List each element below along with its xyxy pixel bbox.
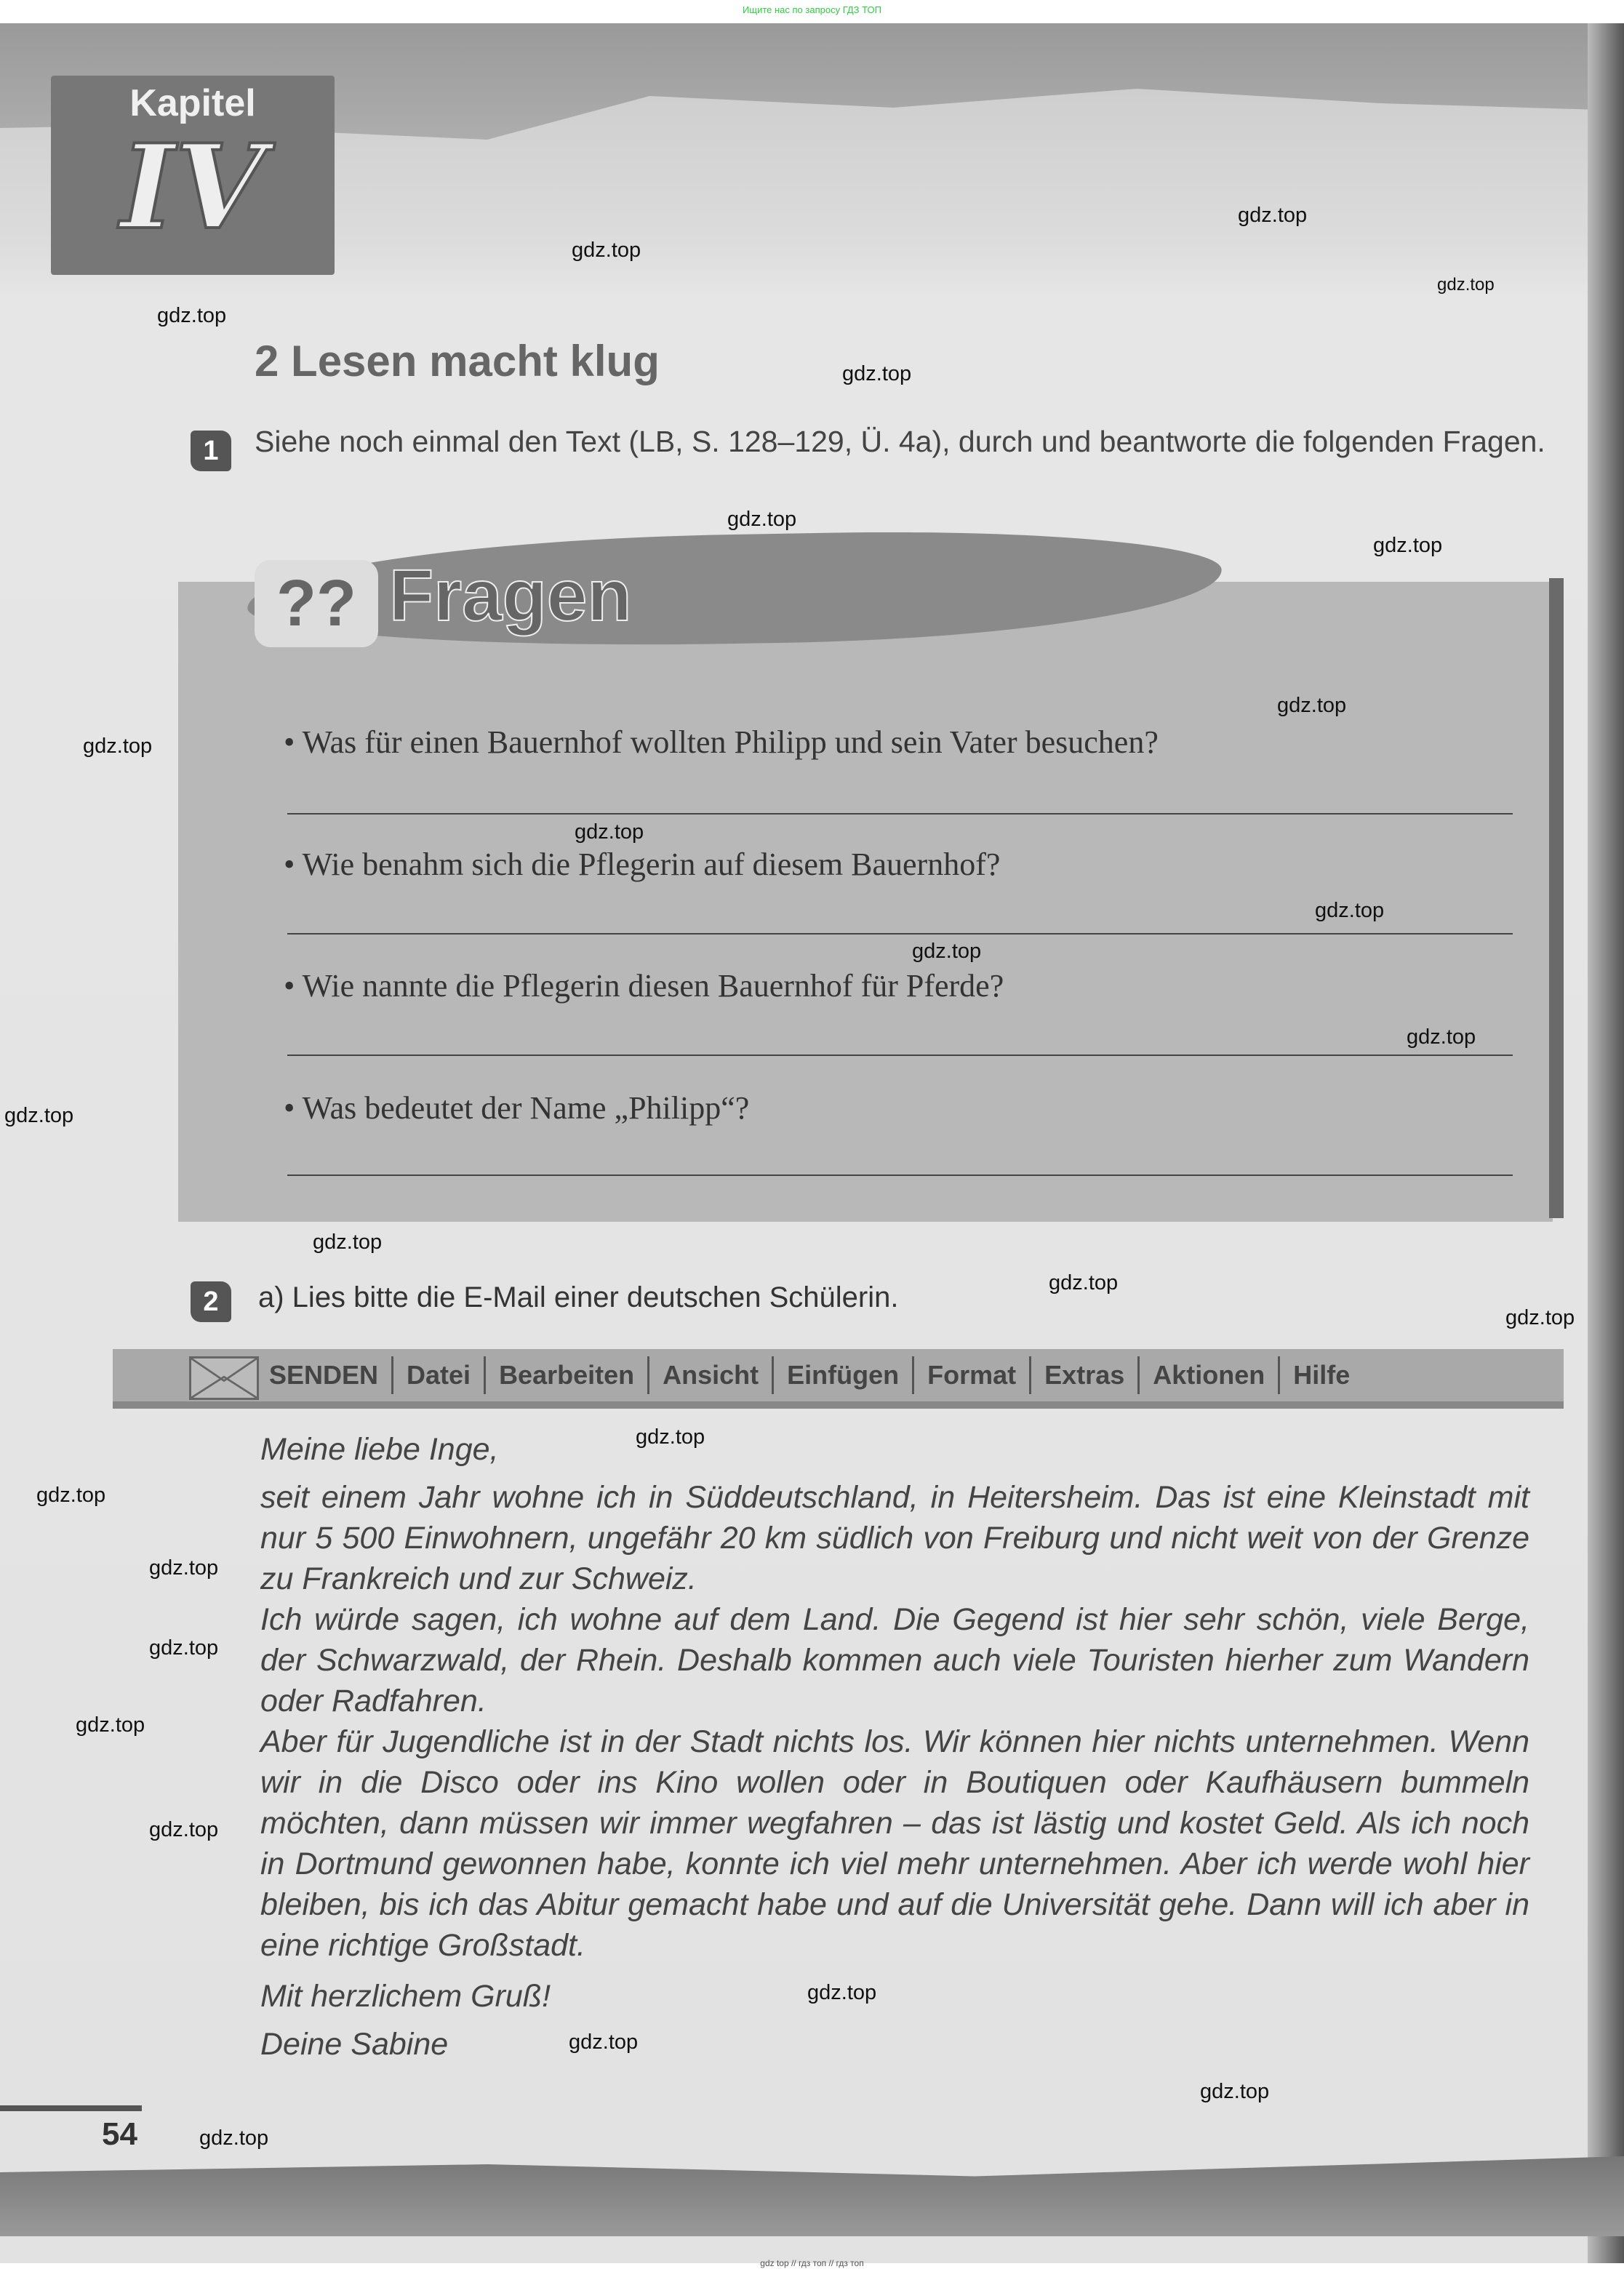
toolbar-aktionen[interactable]: Aktionen [1140, 1356, 1280, 1394]
page-number-rule [0, 2105, 142, 2111]
watermark: gdz.top [912, 940, 982, 963]
top-banner: Ищите нас по запросу ГДЗ ТОП [0, 0, 1624, 23]
watermark: gdz.top [149, 1556, 219, 1580]
watermark: gdz.top [83, 735, 153, 758]
footer-text: gdz top // гдз топ // гдз топ [760, 2258, 864, 2268]
watermark: gdz.top [149, 1818, 219, 1841]
watermark: gdz.top [1200, 2080, 1270, 2103]
question-2: • Wie benahm sich die Pflegerin auf diesem Bauernhof? [284, 847, 1001, 882]
toolbar-format[interactable]: Format [914, 1356, 1031, 1394]
watermark: gdz.top [36, 1484, 106, 1507]
email-paragraph: Ich würde sagen, ich wohne auf dem Land. Die Gegend ist hier sehr schön, viele Berge, der Schwarzwald, der Rhein. Deshalb kommen auch viele Touristen hierher zum Wandern oder Radfahren. [260, 1602, 1529, 1718]
question-4: • Was bedeutet der Name „Philipp“? [284, 1090, 750, 1126]
email-signature: Deine Sabine [260, 2027, 449, 2062]
page-number: 54 [102, 2116, 137, 2152]
toolbar-hilfe[interactable]: Hilfe [1293, 1360, 1351, 1390]
watermark: gdz.top [1505, 1306, 1575, 1329]
watermark: gdz.top [727, 508, 797, 531]
exercise-2-text: a) Lies bitte die E-Mail einer deutschen Schülerin. [258, 1281, 899, 1313]
toolbar-bearbeiten[interactable]: Bearbeiten [486, 1356, 649, 1394]
email-paragraph: Aber für Jugendliche ist in der Stadt nichts los. Wir können hier nichts unternehmen. Wenn wir in die Disco oder ins Kino wollen oder in Boutiquen oder Kaufhäusern bummeln möchten, dann müssen wir immer wegfahren – das ist lästig und kostet Geld. Als ich noch in Dortmund gewonnen habe, konnte ich viel mehr unternehmen. Aber ich werde wohl hier bleiben, bis ich das Abitur gemacht habe und auf die Universität gehe. Dann will ich aber in eine richtige Großstadt. [260, 1724, 1529, 1963]
answer-line-2[interactable] [287, 933, 1513, 935]
envelope-icon [189, 1356, 259, 1400]
watermark: gdz.top [149, 1636, 219, 1660]
watermark: gdz.top [572, 239, 641, 262]
watermark: gdz.top [1049, 1271, 1119, 1294]
toolbar-ansicht[interactable]: Ansicht [649, 1356, 774, 1394]
exercise-1-text: Siehe noch einmal den Text (LB, S. 128–129, Ü. 4a), durch und beantworte die folgenden Fragen. [255, 425, 1545, 458]
watermark: gdz.top [807, 1981, 877, 2004]
email-paragraph: seit einem Jahr wohne ich in Süddeutschland, in Heitersheim. Das ist eine Kleinstadt mit nur 5 500 Einwohnern, ungefähr 20 km südlich von Freiburg und nicht weit von der Grenze zu Frankreich und zur Schweiz. [260, 1480, 1529, 1596]
exercise-1-badge: 1 [191, 431, 231, 471]
toolbar-einfuegen[interactable]: Einfügen [774, 1356, 914, 1394]
panel-right-bar [1549, 578, 1564, 1218]
answer-line-1[interactable] [287, 813, 1513, 815]
fragen-title: Fragen [389, 555, 632, 636]
chapter-box [51, 76, 335, 275]
email-toolbar [113, 1349, 1564, 1409]
watermark: gdz.top [1315, 899, 1385, 922]
exercise-2-badge: 2 [191, 1281, 231, 1322]
watermark: gdz.top [1238, 204, 1308, 227]
watermark: gdz.top [1373, 534, 1443, 557]
email-body [260, 1422, 1529, 2065]
answer-line-4[interactable] [287, 1174, 1513, 1176]
watermark: gdz.top [199, 2126, 269, 2150]
chapter-label: Kapitel [129, 82, 256, 124]
watermark: gdz.top [1277, 694, 1347, 717]
watermark: gdz.top [636, 1425, 705, 1449]
answer-line-3[interactable] [287, 1055, 1513, 1056]
email-greeting: Meine liebe Inge, [260, 1432, 499, 1467]
chapter-number: IV [120, 119, 265, 255]
page-edge-shadow [1588, 23, 1624, 2263]
watermark: gdz.top [842, 362, 912, 385]
toolbar-datei[interactable]: Datei [393, 1356, 486, 1394]
question-marks-icon: ?? [255, 560, 378, 647]
watermark: gdz.top [569, 2030, 639, 2054]
toolbar-senden[interactable]: SENDEN [269, 1356, 393, 1394]
email-closing: Mit herzlichem Gruß! [260, 1979, 551, 2014]
watermark: gdz.top [1407, 1025, 1476, 1049]
watermark: gdz.top [4, 1104, 74, 1127]
section-title: 2 Lesen macht klug [255, 337, 660, 385]
watermark: gdz.top [313, 1230, 383, 1254]
watermark: gdz.top [1437, 275, 1495, 295]
watermark: gdz.top [76, 1713, 145, 1737]
watermark: gdz.top [575, 820, 644, 844]
watermark: gdz.top [157, 304, 227, 327]
question-3: • Wie nannte die Pflegerin diesen Bauernhof für Pferde? [284, 968, 1004, 1004]
question-1: • Was für einen Bauernhof wollten Philipp und sein Vater besuchen? [284, 724, 1159, 760]
toolbar-extras[interactable]: Extras [1031, 1356, 1140, 1394]
